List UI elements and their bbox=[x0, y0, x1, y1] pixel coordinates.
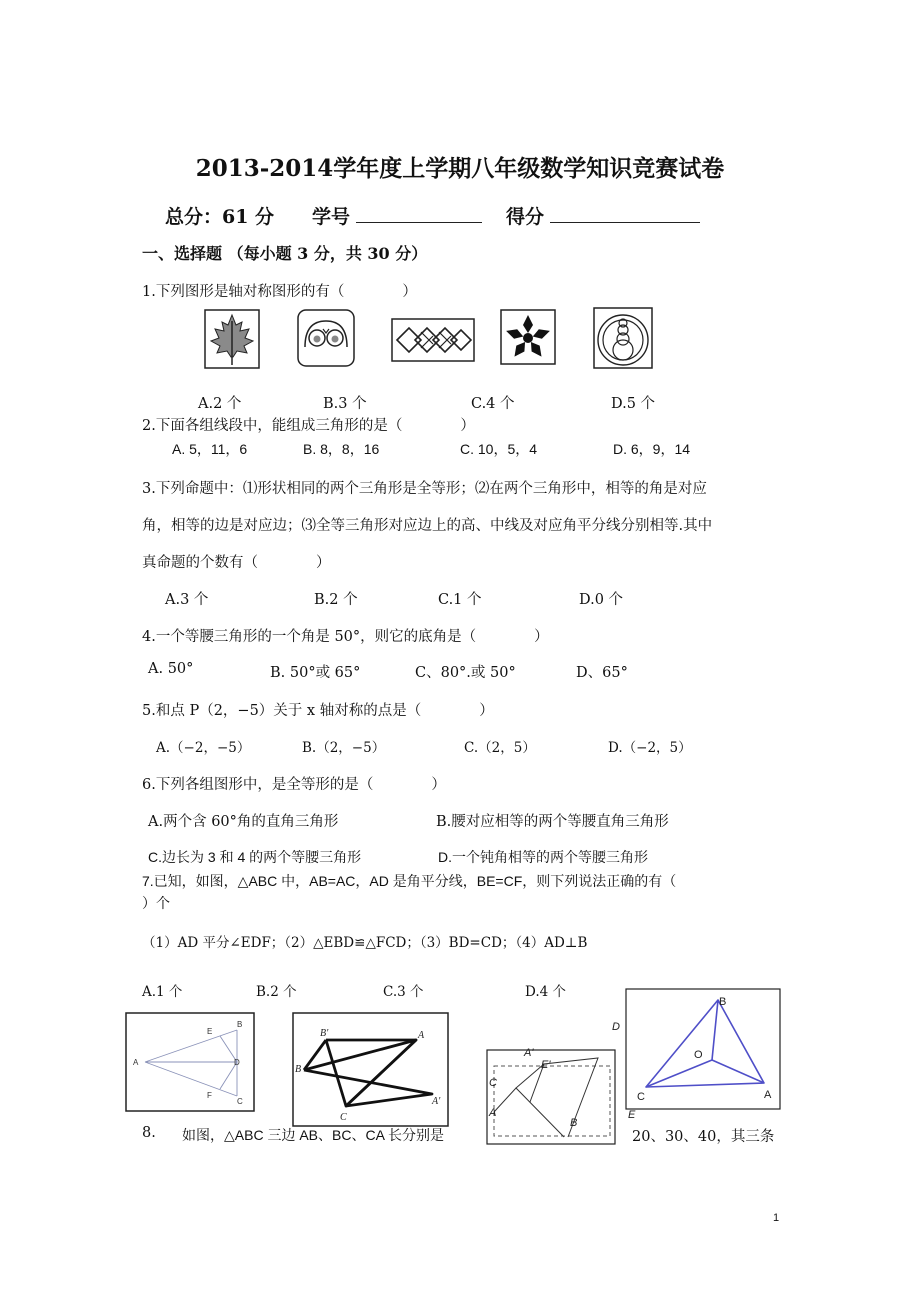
q1-option-a[interactable]: A.2 个 bbox=[198, 396, 242, 412]
q7-option-d[interactable]: D.4 个 bbox=[525, 984, 567, 1000]
fig4-label-c: C bbox=[637, 1091, 645, 1103]
five-petal-star-icon bbox=[500, 309, 556, 369]
fig4-label-e: E bbox=[628, 1109, 636, 1121]
fig3-label-b: B bbox=[570, 1117, 578, 1129]
q3-option-a[interactable]: A.3 个 bbox=[165, 592, 209, 608]
q1-option-c[interactable]: C.4 个 bbox=[471, 396, 515, 412]
nested-circles-icon bbox=[593, 307, 653, 373]
q7-line2: ）个 bbox=[142, 895, 170, 911]
q4-option-c[interactable]: C、80°.或 50° bbox=[415, 665, 516, 681]
q3-line1: 3.下列命题中：⑴形状相同的两个三角形是全等形；⑵在两个三角形中，相等的角是对应 bbox=[142, 481, 707, 497]
q3-line2: 角，相等的边是对应边；⑶全等三角形对应边上的高、中线及对应角平分线分别相等.其中 bbox=[142, 518, 713, 534]
q8-text-left: 如图，△ABC 三边 AB、BC、CA 长分别是 bbox=[182, 1127, 445, 1143]
score-label: 得分 bbox=[506, 206, 545, 228]
maple-leaf-icon bbox=[204, 309, 260, 373]
knot-pattern-icon bbox=[391, 318, 475, 366]
q4-option-b[interactable]: B. 50°或 65° bbox=[270, 665, 361, 681]
q4-stem: 4.一个等腰三角形的一个角是 50°，则它的底角是（ ） bbox=[142, 629, 549, 645]
q1-option-b[interactable]: B.3 个 bbox=[323, 396, 367, 412]
q7-option-a[interactable]: A.1 个 bbox=[142, 984, 183, 1000]
fig2-label-a: A bbox=[418, 1030, 425, 1041]
section-heading: 一、选择题 （每小题 3 分，共 30 分） bbox=[142, 244, 428, 263]
fig1-label-a: A bbox=[133, 1058, 139, 1067]
q1-option-d[interactable]: D.5 个 bbox=[611, 396, 656, 412]
q2-stem: 2.下面各组线段中，能组成三角形的是（ ） bbox=[142, 418, 475, 434]
q7-line1: 7.已知，如图，△ABC 中，AB=AC，AD 是角平分线，BE=CF，则下列说法正确的有（ bbox=[142, 873, 677, 889]
figure-triangle-point-o bbox=[610, 988, 784, 1126]
fig1-label-b: B bbox=[237, 1020, 243, 1029]
q7-option-c[interactable]: C.3 个 bbox=[383, 984, 424, 1000]
fig1-label-c: C bbox=[237, 1097, 243, 1106]
q5-option-b[interactable]: B.（2，−5） bbox=[302, 740, 386, 756]
q6-option-a[interactable]: A.两个含 60°角的直角三角形 bbox=[148, 814, 339, 830]
owl-face-icon bbox=[297, 309, 355, 371]
q6-option-c[interactable]: C.边长为 3 和 4 的两个等腰三角形 bbox=[148, 849, 362, 865]
fig4-label-b: B bbox=[719, 996, 727, 1008]
q5-stem: 5.和点 P（2，−5）关于 x 轴对称的点是（ ） bbox=[142, 703, 494, 719]
fig3-label-a: A bbox=[489, 1107, 497, 1119]
figure-folded-rectangle bbox=[486, 1040, 616, 1150]
fig4-label-o: O bbox=[694, 1049, 703, 1061]
q4-option-d[interactable]: D、65° bbox=[576, 665, 628, 681]
q3-line3: 真命题的个数有（ ） bbox=[142, 555, 331, 571]
q2-option-d[interactable]: D. 6，9，14 bbox=[613, 441, 691, 457]
figure-crossed-triangles bbox=[292, 1012, 450, 1132]
fig2-label-a-prime: A' bbox=[432, 1096, 441, 1107]
figure-triangle-bisector bbox=[125, 1012, 255, 1116]
student-id-blank bbox=[356, 222, 482, 223]
q1-stem: 1.下列图形是轴对称图形的有（ ） bbox=[142, 284, 417, 300]
fig2-label-b-prime: B' bbox=[320, 1028, 329, 1039]
fig2-label-c: C bbox=[340, 1112, 347, 1123]
q5-option-d[interactable]: D.（−2，5） bbox=[608, 740, 692, 756]
fig1-label-d: D bbox=[234, 1058, 240, 1067]
fig1-label-e: E bbox=[207, 1027, 213, 1036]
q5-option-c[interactable]: C.（2，5） bbox=[464, 740, 536, 756]
fig1-label-f: F bbox=[207, 1091, 212, 1100]
q3-option-d[interactable]: D.0 个 bbox=[579, 592, 624, 608]
q4-option-a[interactable]: A. 50° bbox=[148, 661, 194, 677]
fig4-label-a: A bbox=[764, 1089, 772, 1101]
page-title: 2013-2014学年度上学期八年级数学知识竞赛试卷 bbox=[195, 155, 725, 182]
total-score: 总分：61 分 bbox=[165, 206, 275, 228]
fig4-label-d: D bbox=[612, 1021, 620, 1033]
fig3-label-a-prime: A' bbox=[524, 1047, 534, 1059]
q7-statements: （1）AD 平分∠EDF；（2）△EBD≌△FCD；（3）BD=CD；（4）AD⊥B bbox=[142, 935, 588, 951]
q5-option-a[interactable]: A.（−2，−5） bbox=[156, 740, 251, 756]
q8-number: 8. bbox=[142, 1125, 156, 1141]
score-blank bbox=[550, 222, 700, 223]
q2-option-b[interactable]: B. 8，8，16 bbox=[303, 441, 380, 457]
q8-text-right: 20、30、40，其三条 bbox=[632, 1129, 775, 1145]
q3-option-c[interactable]: C.1 个 bbox=[438, 592, 482, 608]
q6-stem: 6.下列各组图形中，是全等形的是（ ） bbox=[142, 777, 446, 793]
fig3-label-e-prime: E' bbox=[541, 1059, 551, 1071]
student-id-label: 学号 bbox=[312, 206, 351, 228]
q2-option-c[interactable]: C. 10，5，4 bbox=[460, 441, 538, 457]
page-number: 1 bbox=[773, 1212, 780, 1224]
q3-option-b[interactable]: B.2 个 bbox=[314, 592, 358, 608]
q6-option-d[interactable]: D.一个钝角相等的两个等腰三角形 bbox=[438, 849, 648, 865]
fig3-label-c: C bbox=[489, 1077, 497, 1089]
q7-option-b[interactable]: B.2 个 bbox=[256, 984, 297, 1000]
q6-option-b[interactable]: B.腰对应相等的两个等腰直角三角形 bbox=[436, 814, 669, 830]
fig2-label-b: B bbox=[295, 1064, 302, 1075]
q2-option-a[interactable]: A. 5，11，6 bbox=[172, 441, 248, 457]
